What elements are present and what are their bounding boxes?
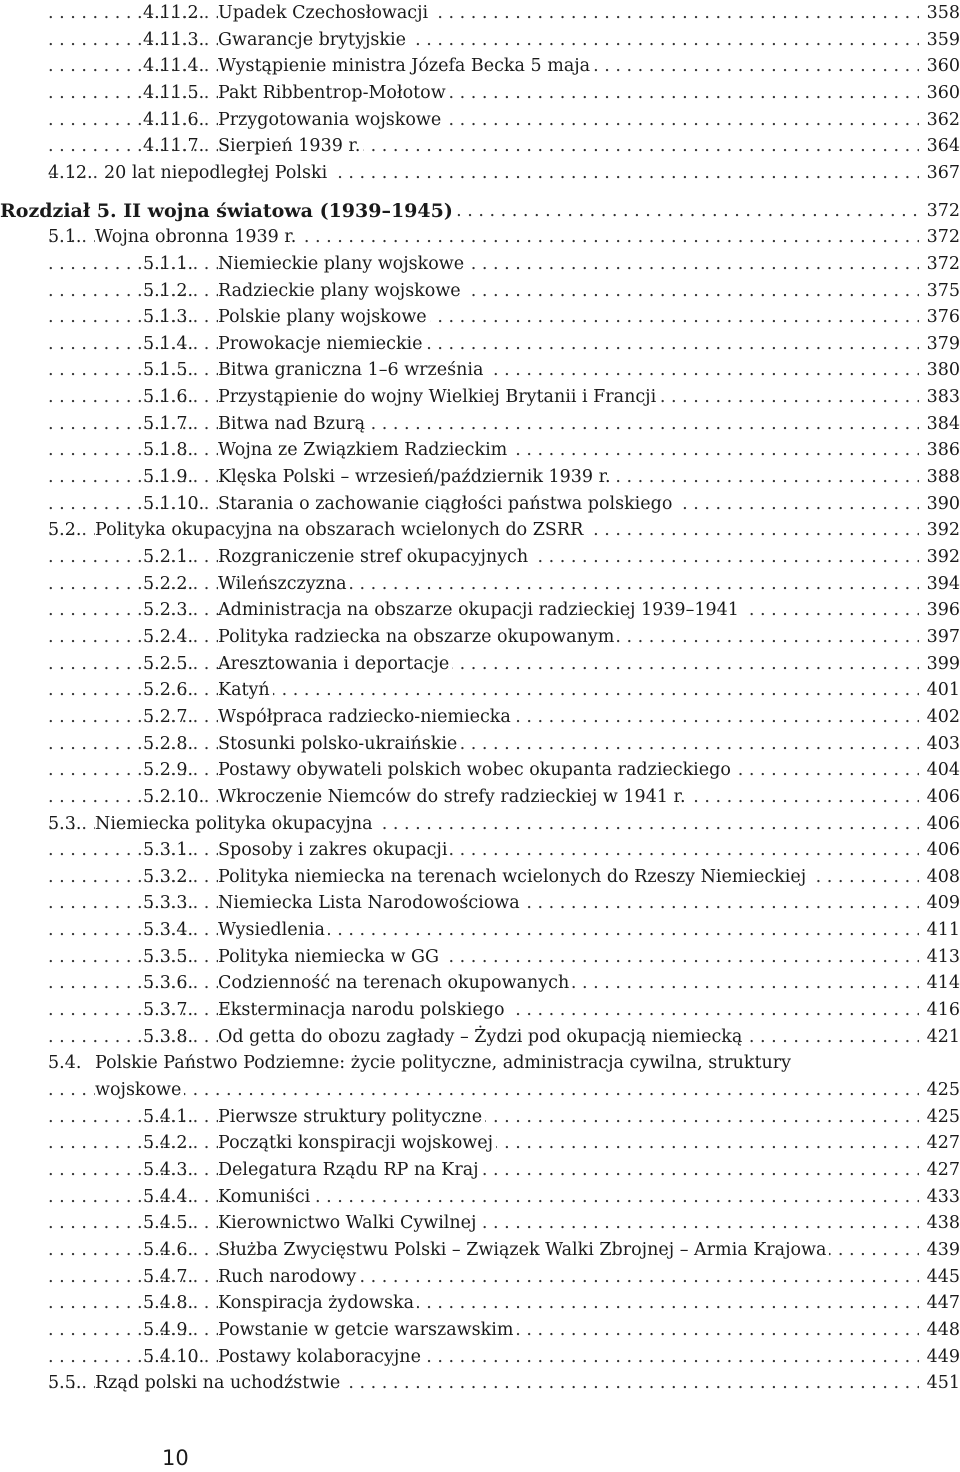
toc-entry-title: Stosunki polsko-ukraińskie — [218, 731, 460, 757]
dot-leader — [48, 27, 960, 53]
dot-leader — [48, 837, 960, 863]
toc-entry-title: Gwarancje brytyjskie — [218, 27, 409, 53]
toc-entry-title: Pakt Ribbentrop-Mołotow — [218, 80, 449, 106]
toc-entry[interactable] — [48, 331, 960, 357]
dot-leader — [48, 357, 960, 383]
toc-entry-title: Postawy obywateli polskich wobec okupanta radzieckiego — [218, 757, 734, 783]
toc-entry-number: 5.4.4. — [143, 1186, 194, 1207]
toc-entry-page: 383 — [919, 384, 960, 410]
toc-entry-title: Polskie plany wojskowe — [218, 304, 430, 330]
toc-entry-page: 413 — [919, 944, 960, 970]
toc-entry-title: Od getta do obozu zagłady – Żydzi pod okupacją niemiecką — [218, 1024, 745, 1050]
toc-entry-title: Bitwa nad Bzurą — [218, 411, 368, 437]
toc-entry-number: 5.1.10. — [143, 493, 205, 514]
toc-entry-page: 406 — [919, 811, 960, 837]
dot-leader — [48, 677, 960, 703]
toc-entry-title: Postawy kolaboracyjne — [218, 1344, 424, 1370]
toc-entry-title: Służba Zwycięstwu Polski – Związek Walki Zbrojnej – Armia Krajowa — [218, 1237, 829, 1263]
toc-entry-page: 390 — [919, 491, 960, 517]
toc-entry-number: 5.2.6. — [143, 680, 194, 701]
toc-entry-title: wojskowe — [95, 1077, 184, 1103]
toc-entry-number: 5.3.8. — [143, 1026, 194, 1047]
toc-entry-number: 5.4.3. — [143, 1159, 194, 1180]
toc-entry-page: 392 — [919, 517, 960, 543]
toc-entry-title: Polityka okupacyjna na obszarach wcielonych do ZSRR — [95, 517, 586, 543]
toc-entry[interactable] — [48, 278, 960, 304]
dot-leader — [48, 1104, 960, 1130]
toc-entry-title: Administracja na obszarze okupacji radzieckiej 1939–1941 — [218, 597, 742, 623]
toc-entry[interactable] — [48, 160, 960, 186]
toc-entry-page: 404 — [919, 757, 960, 783]
toc-entry-number: 5.4.6. — [143, 1239, 194, 1260]
toc-entry[interactable] — [48, 53, 960, 79]
dot-leader — [48, 1184, 960, 1210]
toc-entry-title: Początki konspiracji wojskowej — [218, 1130, 496, 1156]
toc-entry[interactable] — [48, 437, 960, 463]
toc-entry-page: 384 — [919, 411, 960, 437]
dot-leader — [48, 1344, 960, 1370]
toc-entry-title: Niemiecka polityka okupacyjna — [95, 811, 376, 837]
dot-leader — [48, 278, 960, 304]
toc-entry-page: 427 — [919, 1157, 960, 1183]
toc-entry-number: 5.4.5. — [143, 1213, 194, 1234]
toc-entry-title: Konspiracja żydowska — [218, 1290, 417, 1316]
toc-entry-page: 416 — [919, 997, 960, 1023]
toc-entry-page: 447 — [919, 1290, 960, 1316]
toc-entry[interactable] — [48, 384, 960, 410]
toc-entry-title: Niemiecka Lista Narodowościowa — [218, 890, 523, 916]
toc-entry-title: Pierwsze struktury polityczne — [218, 1104, 485, 1130]
toc-entry-title: Polskie Państwo Podziemne: życie polityczne, administracja cywilna, struktury — [95, 1053, 792, 1074]
toc-entry[interactable] — [48, 1157, 960, 1183]
toc-entry[interactable] — [48, 1237, 960, 1263]
toc-entry-page: 364 — [919, 133, 960, 159]
toc-entry-title: Delegatura Rządu RP na Kraj — [218, 1157, 482, 1183]
toc-entry-title: Prowokacje niemieckie — [218, 331, 426, 357]
toc-entry-number: 5.3.5. — [143, 946, 194, 967]
toc-entry-title: Starania o zachowanie ciągłości państwa polskiego — [218, 491, 675, 517]
toc-entry-number: 5.2.7. — [143, 706, 194, 727]
toc-entry-title: Rząd polski na uchodźstwie — [95, 1370, 343, 1396]
toc-entry[interactable] — [48, 890, 960, 916]
toc-entry-page: 362 — [919, 107, 960, 133]
toc-entry-title: Współpraca radziecko-niemiecka — [218, 704, 514, 730]
toc-entry-title: Polityka niemiecka na terenach wcielonych do Rzeszy Niemieckiej — [218, 864, 809, 890]
toc-entry-number: 5.3.1. — [143, 840, 194, 861]
toc-entry[interactable] — [48, 624, 960, 650]
toc-entry-title: Rozdział 5. II wojna światowa (1939–1945) — [0, 198, 456, 224]
toc-entry-number: 5.3.3. — [143, 893, 194, 914]
page-number: 10 — [162, 1446, 189, 1470]
toc-entry-page: 386 — [919, 437, 960, 463]
dot-leader — [48, 107, 960, 133]
dot-leader — [48, 917, 960, 943]
dot-leader — [48, 1210, 960, 1236]
toc-entry[interactable] — [48, 837, 960, 863]
toc-entry[interactable] — [48, 1290, 960, 1316]
toc-entry-number: 5.2.1. — [143, 547, 194, 567]
dot-leader — [48, 571, 960, 597]
dot-leader — [48, 1077, 960, 1103]
toc-entry-number: 5.3. — [48, 813, 82, 834]
toc-entry[interactable] — [48, 651, 960, 677]
toc-entry-number: 4.11.6. — [143, 109, 205, 130]
toc-entry-number: 5.2.10. — [143, 786, 205, 807]
toc-entry-title: Wojna ze Związkiem Radzieckim — [218, 437, 510, 463]
toc-entry-page: 360 — [919, 80, 960, 106]
toc-entry-number: 4.11.3. — [143, 29, 205, 50]
toc-entry-number: 5.4.2. — [143, 1133, 194, 1154]
toc-entry-title: Aresztowania i deportacje — [218, 651, 452, 677]
toc-entry-page: 445 — [919, 1264, 960, 1290]
toc-entry-title: Powstanie w getcie warszawskim — [218, 1317, 516, 1343]
toc-entry-number: 5.1.1. — [143, 253, 194, 274]
toc-entry-title: Eksterminacja narodu polskiego — [218, 997, 508, 1023]
toc-entry-page: 392 — [919, 544, 960, 570]
toc-entry-page: 375 — [919, 278, 960, 304]
toc-entry-number: 4.11.7. — [143, 136, 205, 157]
toc-entry-number: 5.4.7. — [143, 1266, 194, 1287]
toc-entry-number: 5.1.6. — [143, 387, 194, 408]
toc-entry[interactable] — [48, 1104, 960, 1130]
toc-entry[interactable] — [48, 1210, 960, 1236]
toc-entry-page: 379 — [919, 331, 960, 357]
toc-entry-page: 414 — [919, 970, 960, 996]
dot-leader — [48, 1157, 960, 1183]
toc-entry[interactable] — [48, 571, 960, 597]
dot-leader — [48, 731, 960, 757]
toc-entry-title: Niemieckie plany wojskowe — [218, 251, 467, 277]
toc-entry-page: 427 — [919, 1130, 960, 1156]
toc-entry-page: 425 — [919, 1077, 960, 1103]
toc-entry-title: Sierpień 1939 r. — [218, 133, 363, 159]
toc-entry[interactable] — [48, 107, 960, 133]
toc-entry[interactable] — [48, 411, 960, 437]
toc-entry-number: 4.12. — [48, 162, 93, 183]
toc-entry-title: Wileńszczyzna — [218, 571, 350, 597]
toc-entry[interactable] — [48, 944, 960, 970]
toc-entry-page: 372 — [919, 224, 960, 250]
toc-entry-page: 380 — [919, 357, 960, 383]
dot-leader — [48, 411, 960, 437]
toc-entry-page: 358 — [919, 0, 960, 26]
toc-entry-title: Polityka niemiecka w GG — [218, 944, 442, 970]
toc-entry-title: Polityka radziecka na obszarze okupowanym — [218, 624, 617, 650]
toc-entry-page: 411 — [919, 917, 960, 943]
toc-entry-number: 5.2.3. — [143, 600, 194, 621]
dot-leader — [48, 80, 960, 106]
toc-entry-number: 5.1.3. — [143, 307, 194, 328]
toc-entry-number: 5.2.2. — [143, 573, 194, 594]
toc-entry-number: 5.2.9. — [143, 760, 194, 781]
toc-entry[interactable] — [48, 1317, 960, 1343]
toc-entry-page: 372 — [919, 251, 960, 277]
toc-entry-number: 5.3.7. — [143, 1000, 194, 1021]
toc-entry-page: 399 — [919, 651, 960, 677]
toc-entry-page: 449 — [919, 1344, 960, 1370]
toc-entry-number: 5.5. — [48, 1373, 82, 1394]
toc-entry[interactable] — [48, 1184, 960, 1210]
toc-entry[interactable] — [48, 27, 960, 53]
toc-entry-number: 5.1.5. — [143, 360, 194, 381]
toc-entry-page: 439 — [919, 1237, 960, 1263]
dot-leader — [48, 331, 960, 357]
toc-entry-number: 5.3.4. — [143, 920, 194, 941]
dot-leader — [48, 0, 960, 26]
toc-entry-page: 394 — [919, 571, 960, 597]
toc-entry-number: 5.3.2. — [143, 866, 194, 887]
toc-entry-title: Wystąpienie ministra Józefa Becka 5 maja — [218, 53, 593, 79]
toc-entry-page: 388 — [919, 464, 960, 490]
toc-entry-title: Radzieckie plany wojskowe — [218, 278, 464, 304]
toc-entry-number: 5.4. — [48, 1053, 82, 1074]
toc-entry-page: 421 — [919, 1024, 960, 1050]
toc-entry-number: 5.2.8. — [143, 733, 194, 754]
dot-leader — [48, 944, 960, 970]
toc-entry-number: 5.4.8. — [143, 1293, 194, 1314]
toc-entry-page: 406 — [919, 784, 960, 810]
toc-entry[interactable] — [48, 1344, 960, 1370]
toc-entry-page: 376 — [919, 304, 960, 330]
toc-entry-page: 408 — [919, 864, 960, 890]
toc-entry[interactable] — [48, 133, 960, 159]
toc-entry-title: Kierownictwo Walki Cywilnej — [218, 1210, 479, 1236]
toc-entry-number: 5.4.1. — [143, 1106, 194, 1127]
toc-entry-number: 5.4.10. — [143, 1346, 205, 1367]
toc-entry[interactable] — [48, 811, 960, 837]
toc-entry-number: 5.1.4. — [143, 333, 194, 354]
toc-entry-title: Klęska Polski – wrzesień/październik 1939 r. — [218, 464, 614, 490]
toc-entry-page: 359 — [919, 27, 960, 53]
toc-entry-page: 397 — [919, 624, 960, 650]
toc-entry[interactable] — [48, 80, 960, 106]
toc-entry-number: 5.2.4. — [143, 626, 194, 647]
dot-leader — [48, 133, 960, 159]
toc-entry[interactable] — [48, 1077, 960, 1103]
toc-entry[interactable] — [48, 1024, 960, 1050]
toc-entry-title: Bitwa graniczna 1–6 września — [218, 357, 486, 383]
toc-entry[interactable] — [48, 784, 960, 810]
toc-entry[interactable] — [48, 517, 960, 543]
toc-entry[interactable] — [48, 997, 960, 1023]
toc-entry-title: Przygotowania wojskowe — [218, 107, 444, 133]
toc-entry-number: 5.1.2. — [143, 280, 194, 301]
toc-entry-title: Codzienność na terenach okupowanych — [218, 970, 572, 996]
toc-entry[interactable] — [48, 970, 960, 996]
toc-entry-page: 409 — [919, 890, 960, 916]
toc-entry[interactable] — [48, 597, 960, 623]
dot-leader — [48, 1290, 960, 1316]
toc-entry[interactable] — [48, 731, 960, 757]
toc-entry-number: 5.2.5. — [143, 653, 194, 674]
toc-entry-number: 5.1.7. — [143, 413, 194, 434]
toc-entry-page: 425 — [919, 1104, 960, 1130]
toc-entry[interactable] — [48, 491, 960, 517]
toc-entry-title: Wkroczenie Niemców do strefy radzieckiej w 1941 r. — [218, 784, 689, 810]
toc-entry-number: 4.11.2. — [143, 3, 205, 23]
toc-entry-title: Upadek Czechosłowacji — [218, 0, 431, 26]
toc-entry[interactable] — [48, 304, 960, 330]
toc-entry-number: 5.1. — [48, 227, 82, 248]
toc-entry-number: 5.3.6. — [143, 973, 194, 994]
toc-entry-number: 5.1.8. — [143, 440, 194, 461]
dot-leader — [48, 251, 960, 277]
toc-entry-title: Rozgraniczenie stref okupacyjnych — [218, 544, 531, 570]
toc-entry-page: 448 — [919, 1317, 960, 1343]
toc-entry[interactable] — [48, 544, 960, 570]
dot-leader — [48, 1130, 960, 1156]
toc-entry[interactable] — [48, 1130, 960, 1156]
toc-entry-page: 360 — [919, 53, 960, 79]
toc-entry[interactable] — [48, 757, 960, 783]
toc-entry[interactable] — [48, 1264, 960, 1290]
toc-entry[interactable] — [48, 677, 960, 703]
toc-entry-page: 402 — [919, 704, 960, 730]
toc-entry-page: 433 — [919, 1184, 960, 1210]
toc-entry-page: 438 — [919, 1210, 960, 1236]
toc-entry-number: 5.1.9. — [143, 467, 194, 488]
toc-entry-title: Katyń — [218, 677, 273, 703]
toc-entry[interactable] — [48, 1370, 960, 1396]
dot-leader — [48, 304, 960, 330]
dot-leader — [48, 1264, 960, 1290]
toc-entry-number: 5.4.9. — [143, 1319, 194, 1340]
toc-entry-title: Ruch narodowy — [218, 1264, 359, 1290]
toc-entry-title: Sposoby i zakres okupacji — [218, 837, 450, 863]
dot-leader — [48, 651, 960, 677]
toc-entry[interactable] — [48, 251, 960, 277]
toc-entry-title: Wojna obronna 1939 r. — [95, 224, 299, 250]
toc-entry-page: 396 — [919, 597, 960, 623]
toc-entry[interactable] — [48, 464, 960, 490]
toc-entry-page: 401 — [919, 677, 960, 703]
toc-entry-number: 4.11.5. — [143, 82, 205, 103]
toc-entry[interactable] — [0, 198, 960, 224]
toc-entry-number: 4.11.4. — [143, 56, 205, 77]
toc-entry-title: Przystąpienie do wojny Wielkiej Brytanii i Francji — [218, 384, 659, 410]
toc-entry[interactable] — [48, 917, 960, 943]
toc-entry-page: 367 — [919, 160, 960, 186]
toc-entry[interactable] — [48, 224, 960, 250]
toc-entry-page: 406 — [919, 837, 960, 863]
toc-entry-page: 403 — [919, 731, 960, 757]
toc-entry-page: 451 — [919, 1370, 960, 1396]
toc-entry-title: 20 lat niepodległej Polski — [104, 160, 330, 186]
toc-entry-title: Komuniści — [218, 1184, 313, 1210]
toc-entry[interactable] — [48, 0, 960, 26]
toc-entry[interactable] — [48, 704, 960, 730]
toc-entry-title: Wysiedlenia — [218, 917, 328, 943]
toc-entry[interactable] — [48, 357, 960, 383]
toc-entry[interactable] — [48, 864, 960, 890]
toc-entry-page: 372 — [919, 198, 960, 224]
toc-entry-number: 5.2. — [48, 520, 82, 541]
